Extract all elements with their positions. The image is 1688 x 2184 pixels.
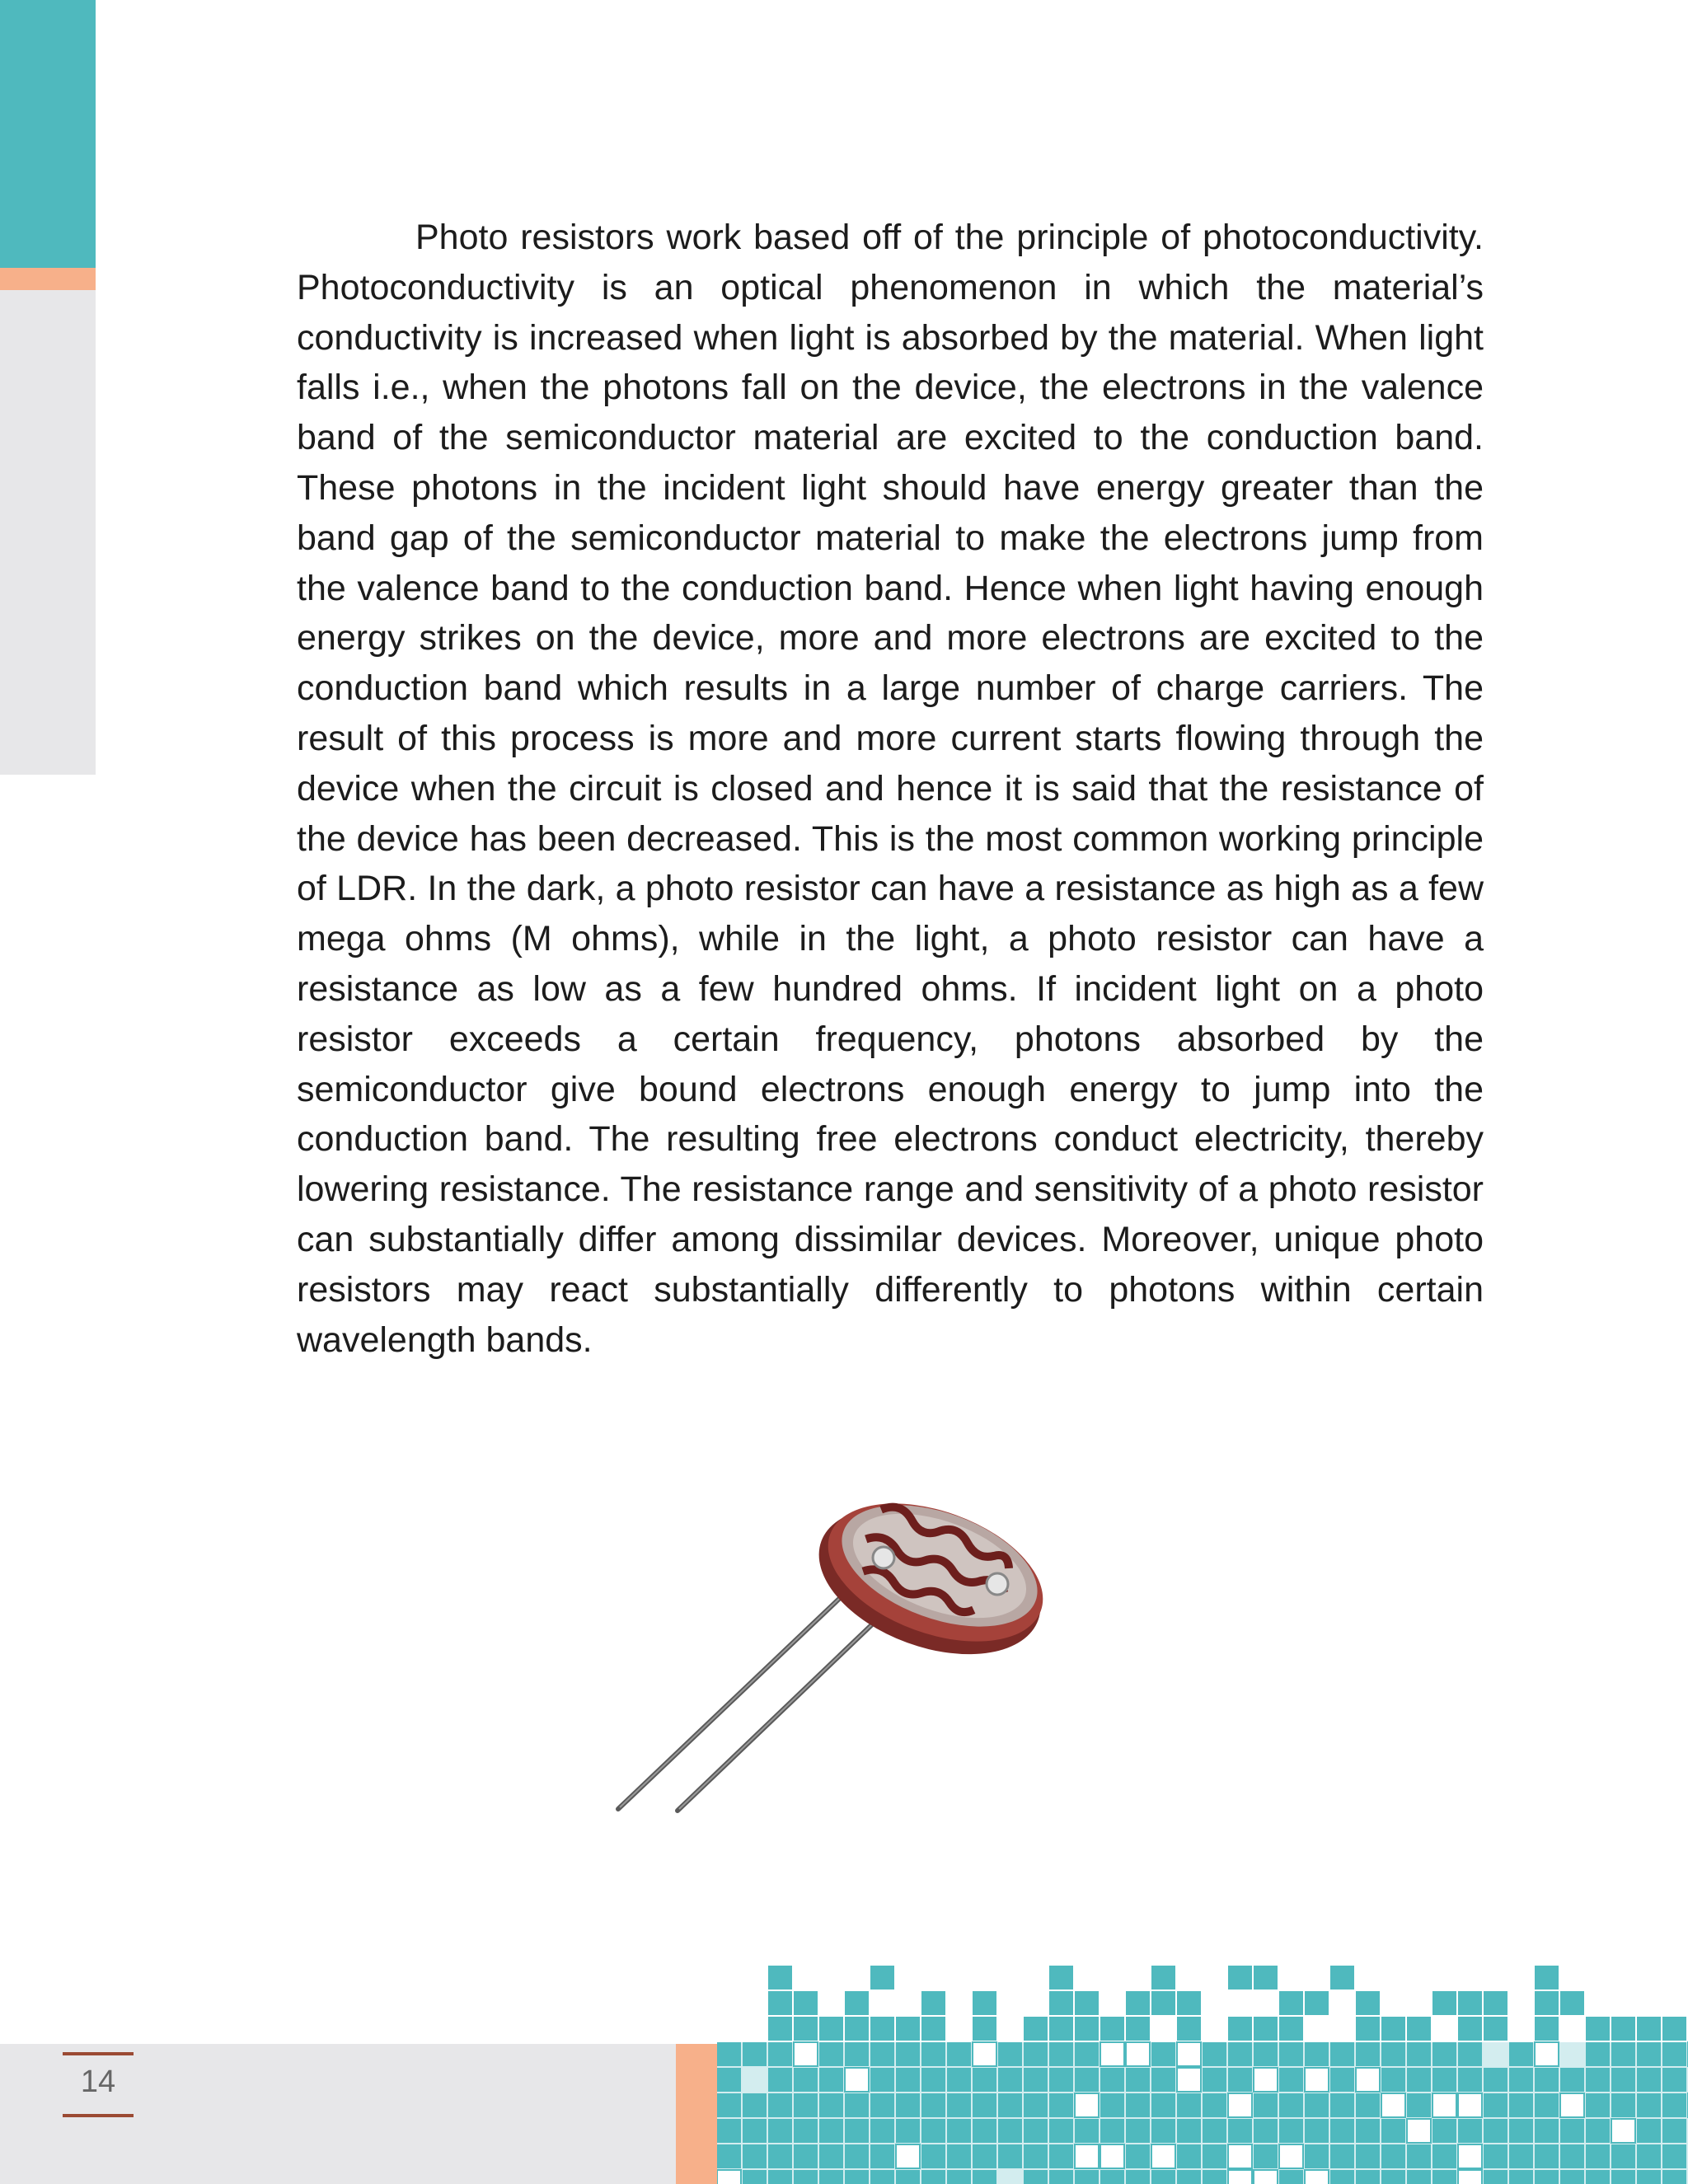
mosaic-tile (1432, 2119, 1456, 2143)
mosaic-tile (768, 2068, 792, 2092)
mosaic-tile (1611, 2042, 1635, 2066)
mosaic-tile (1024, 2068, 1048, 2092)
mosaic-tile (921, 1991, 945, 2015)
mosaic-tile (1458, 2068, 1482, 2092)
mosaic-tile (1330, 2093, 1354, 2117)
mosaic-tile (1381, 2093, 1405, 2117)
mosaic-tile (870, 2068, 894, 2092)
mosaic-tile (973, 1991, 996, 2015)
mosaic-tile (1151, 2119, 1175, 2143)
mosaic-tile (845, 2068, 869, 2092)
mosaic-tile (1586, 2093, 1610, 2117)
mosaic-tile (1407, 2144, 1431, 2168)
pixel-mosaic-decoration (717, 1966, 1688, 2184)
mosaic-tile (1254, 2093, 1278, 2117)
mosaic-tile (1381, 2170, 1405, 2184)
mosaic-tile (743, 2119, 767, 2143)
mosaic-tile (1509, 2068, 1533, 2092)
mosaic-tile (1611, 2170, 1635, 2184)
mosaic-tile (1203, 2119, 1226, 2143)
mosaic-tile (1637, 2119, 1661, 2143)
mosaic-tile (1586, 2017, 1610, 2041)
mosaic-tile (1535, 2042, 1559, 2066)
mosaic-tile (1075, 2068, 1099, 2092)
mosaic-tile (1611, 2017, 1635, 2041)
mosaic-tile (1228, 2042, 1252, 2066)
mosaic-tile (973, 2119, 996, 2143)
mosaic-tile (1560, 2093, 1584, 2117)
mosaic-tile (1560, 2144, 1584, 2168)
mosaic-tile (1509, 2144, 1533, 2168)
mosaic-tile (1330, 2042, 1354, 2066)
mosaic-tile (819, 2042, 843, 2066)
mosaic-tile (1100, 2093, 1124, 2117)
mosaic-tile (1305, 2093, 1329, 2117)
mosaic-tile (896, 2042, 920, 2066)
mosaic-tile (1151, 2068, 1175, 2092)
mosaic-tile (845, 1991, 869, 2015)
mosaic-tile (1228, 2068, 1252, 2092)
mosaic-tile (1662, 2093, 1686, 2117)
mosaic-tile (1279, 2042, 1303, 2066)
mosaic-tile (1330, 2144, 1354, 2168)
mosaic-tile (1407, 2170, 1431, 2184)
page-number-top-rule (63, 2052, 134, 2055)
mosaic-tile (1254, 2119, 1278, 2143)
mosaic-tile (1458, 2093, 1482, 2117)
mosaic-tile (921, 2119, 945, 2143)
mosaic-tile (1432, 2144, 1456, 2168)
mosaic-tile (1177, 2042, 1201, 2066)
mosaic-tile (1356, 2068, 1380, 2092)
mosaic-tile (1177, 2119, 1201, 2143)
mosaic-tile (1611, 2144, 1635, 2168)
mosaic-tile (1049, 1966, 1073, 1990)
mosaic-tile (717, 2068, 741, 2092)
mosaic-tile (1024, 2017, 1048, 2041)
mosaic-tile (1049, 2068, 1073, 2092)
mosaic-tile (1330, 2068, 1354, 2092)
mosaic-tile (998, 2144, 1022, 2168)
mosaic-tile (1662, 2042, 1686, 2066)
mosaic-tile (768, 2017, 792, 2041)
mosaic-tile (1535, 2068, 1559, 2092)
mosaic-tile (1049, 2144, 1073, 2168)
mosaic-tile (973, 2068, 996, 2092)
mosaic-tile (743, 2093, 767, 2117)
mosaic-tile (1484, 2068, 1507, 2092)
mosaic-tile (1407, 2093, 1431, 2117)
mosaic-tile (1049, 2170, 1073, 2184)
mosaic-tile (845, 2017, 869, 2041)
mosaic-tile (845, 2093, 869, 2117)
mosaic-tile (1535, 2017, 1559, 2041)
mosaic-tile (1279, 2170, 1303, 2184)
mosaic-tile (1228, 2119, 1252, 2143)
mosaic-tile (1279, 2017, 1303, 2041)
mosaic-tile (1509, 2119, 1533, 2143)
mosaic-tile (1381, 2144, 1405, 2168)
mosaic-tile (1279, 2093, 1303, 2117)
mosaic-tile (1024, 2042, 1048, 2066)
mosaic-tile (921, 2170, 945, 2184)
mosaic-tile (921, 2144, 945, 2168)
mosaic-tile (896, 2170, 920, 2184)
mosaic-tile (896, 2144, 920, 2168)
mosaic-tile (1305, 2119, 1329, 2143)
mosaic-tile (1177, 2144, 1201, 2168)
mosaic-tile (896, 2017, 920, 2041)
mosaic-tile (998, 2068, 1022, 2092)
mosaic-tile (1126, 2144, 1150, 2168)
mosaic-tile (1458, 2017, 1482, 2041)
mosaic-tile (1356, 1991, 1380, 2015)
page-number: 14 (80, 2064, 116, 2099)
mosaic-tile (1381, 2042, 1405, 2066)
mosaic-tile (1407, 2068, 1431, 2092)
footer-peach-band (676, 2044, 717, 2184)
mosaic-tile (1662, 2170, 1686, 2184)
mosaic-tile (870, 2017, 894, 2041)
gray-side-panel (0, 290, 96, 775)
mosaic-tile (1279, 2068, 1303, 2092)
mosaic-tile (1305, 1991, 1329, 2015)
mosaic-tile (947, 2093, 971, 2117)
mosaic-tile (1381, 2119, 1405, 2143)
mosaic-tile (1356, 2144, 1380, 2168)
mosaic-tile (1509, 2042, 1533, 2066)
mosaic-tile (973, 2042, 996, 2066)
mosaic-tile (1586, 2170, 1610, 2184)
mosaic-tile (1484, 2119, 1507, 2143)
mosaic-tile (1637, 2170, 1661, 2184)
mosaic-tile (1407, 2042, 1431, 2066)
mosaic-tile (1509, 2093, 1533, 2117)
mosaic-tile (1203, 2170, 1226, 2184)
mosaic-tile (1458, 2170, 1482, 2184)
mosaic-tile (1100, 2144, 1124, 2168)
mosaic-tile (1458, 2042, 1482, 2066)
mosaic-tile (1381, 2017, 1405, 2041)
mosaic-tile (1458, 2119, 1482, 2143)
mosaic-tile (1049, 2119, 1073, 2143)
mosaic-tile (973, 2017, 996, 2041)
mosaic-tile (1637, 2017, 1661, 2041)
mosaic-tile (1228, 1966, 1252, 1990)
mosaic-tile (1560, 2170, 1584, 2184)
mosaic-tile (921, 2068, 945, 2092)
mosaic-tile (794, 2170, 818, 2184)
mosaic-tile (1177, 2068, 1201, 2092)
page-number-bottom-rule (63, 2114, 134, 2117)
mosaic-tile (1177, 2017, 1201, 2041)
mosaic-tile (1075, 2144, 1099, 2168)
mosaic-tile (717, 2144, 741, 2168)
mosaic-tile (1509, 2170, 1533, 2184)
mosaic-tile (717, 2042, 741, 2066)
mosaic-tile (1151, 2144, 1175, 2168)
mosaic-tile (768, 2144, 792, 2168)
mosaic-tile (1254, 2170, 1278, 2184)
mosaic-tile (870, 2093, 894, 2117)
mosaic-tile (1228, 2093, 1252, 2117)
mosaic-tile (1662, 2144, 1686, 2168)
mosaic-tile (1484, 2144, 1507, 2168)
mosaic-tile (1535, 1966, 1559, 1990)
mosaic-tile (998, 2042, 1022, 2066)
mosaic-tile (768, 2170, 792, 2184)
mosaic-tile (1100, 2042, 1124, 2066)
mosaic-tile (1075, 2042, 1099, 2066)
mosaic-tile (1560, 1991, 1584, 2015)
mosaic-tile (845, 2119, 869, 2143)
mosaic-tile (973, 2144, 996, 2168)
mosaic-tile (845, 2144, 869, 2168)
mosaic-tile (743, 2042, 767, 2066)
mosaic-tile (1024, 2170, 1048, 2184)
mosaic-tile (768, 2093, 792, 2117)
mosaic-tile (768, 1966, 792, 1990)
mosaic-tile (1662, 2068, 1686, 2092)
mosaic-tile (1586, 2068, 1610, 2092)
mosaic-tile (794, 1991, 818, 2015)
mosaic-tile (1254, 1966, 1278, 1990)
mosaic-tile (947, 2042, 971, 2066)
mosaic-tile (1586, 2119, 1610, 2143)
mosaic-tile (1432, 1991, 1456, 2015)
mosaic-tile (1432, 2042, 1456, 2066)
mosaic-tile (1484, 2017, 1507, 2041)
mosaic-tile (1151, 1966, 1175, 1990)
mosaic-tile (1637, 2068, 1661, 2092)
mosaic-tile (1126, 1991, 1150, 2015)
mosaic-tile (1560, 2068, 1584, 2092)
mosaic-tile (1203, 2042, 1226, 2066)
mosaic-tile (1254, 2144, 1278, 2168)
photoresistor-illustration (495, 1483, 1071, 1813)
mosaic-tile (743, 2144, 767, 2168)
mosaic-tile (1611, 2119, 1635, 2143)
mosaic-tile (1330, 1966, 1354, 1990)
mosaic-tile (870, 1966, 894, 1990)
mosaic-tile (870, 2170, 894, 2184)
mosaic-tile (845, 2042, 869, 2066)
mosaic-tile (1279, 2144, 1303, 2168)
mosaic-tile (1637, 2042, 1661, 2066)
mosaic-tile (1151, 2170, 1175, 2184)
mosaic-tile (1484, 1991, 1507, 2015)
mosaic-tile (973, 2093, 996, 2117)
mosaic-tile (794, 2068, 818, 2092)
mosaic-tile (947, 2119, 971, 2143)
mosaic-tile (1075, 2093, 1099, 2117)
mosaic-tile (1254, 2017, 1278, 2041)
mosaic-tile (1356, 2119, 1380, 2143)
teal-corner-tab (0, 0, 96, 268)
mosaic-tile (1177, 2170, 1201, 2184)
mosaic-tile (1611, 2093, 1635, 2117)
mosaic-tile (973, 2170, 996, 2184)
mosaic-tile (1100, 2170, 1124, 2184)
mosaic-tile (1381, 2068, 1405, 2092)
mosaic-tile (1254, 2042, 1278, 2066)
mosaic-tile (947, 2068, 971, 2092)
mosaic-tile (1075, 1991, 1099, 2015)
mosaic-tile (1637, 2144, 1661, 2168)
mosaic-tile (1228, 2017, 1252, 2041)
mosaic-tile (768, 2119, 792, 2143)
mosaic-tile (1151, 1991, 1175, 2015)
mosaic-tile (1484, 2093, 1507, 2117)
mosaic-tile (998, 2119, 1022, 2143)
body-paragraph: Photo resistors work based off of the principle of photoconductivity. Photoconductivity is an optical phenomenon in which the material’s conductivity is increased when light is absorbed by the material. When light falls i.e., when the photons fall on the device, the electrons in the valence band of the semiconductor material are excited to the conduction band. These photons in the incident light should have energy greater than the band gap of the semiconductor material to make the electrons jump from the valence band to the conduction band. Hence when light having enough energy strikes on the device, more and more electrons are excited to the conduction band which results in a large number of charge carriers. The result of this process is more and more current starts flowing through the device when the circuit is closed and hence it is said that the resistance of the device has been decreased. This is the most common working principle of LDR. In the dark, a photo resistor can have a resistance as high as a few mega ohms (M ohms), while in the light, a photo resistor can have a resistance as low as a few hundred ohms. If incident light on a photo resistor exceeds a certain frequency, photons absorbed by the semiconductor give bound electrons enough energy to jump into the conduction band. The resulting free electrons conduct electricity, thereby lowering resistance. The resistance range and sensitivity of a photo resistor can substantially differ among dissimilar devices. Moreover, unique photo resistors may react substantially differently to photons within certain wavelength bands. (297, 218, 1484, 1360)
mosaic-tile (1279, 1991, 1303, 2015)
mosaic-tile (921, 2093, 945, 2117)
mosaic-tile (743, 2170, 767, 2184)
mosaic-tile (1126, 2093, 1150, 2117)
mosaic-tile (1535, 2093, 1559, 2117)
mosaic-tile (896, 2093, 920, 2117)
mosaic-tile (1228, 2170, 1252, 2184)
mosaic-tile (1662, 2119, 1686, 2143)
mosaic-tile (1177, 2093, 1201, 2117)
mosaic-tile (717, 2119, 741, 2143)
mosaic-tile (870, 2042, 894, 2066)
mosaic-tile (1024, 2093, 1048, 2117)
mosaic-tile (1407, 2017, 1431, 2041)
mosaic-tile (1586, 2144, 1610, 2168)
mosaic-tile (1024, 2144, 1048, 2168)
mosaic-tile (1126, 2017, 1150, 2041)
mosaic-tile (717, 2093, 741, 2117)
mosaic-tile (1024, 2119, 1048, 2143)
mosaic-tile (1203, 2068, 1226, 2092)
peach-accent-strip (0, 268, 96, 290)
mosaic-tile (1356, 2170, 1380, 2184)
mosaic-tile (1432, 2068, 1456, 2092)
mosaic-tile (896, 2068, 920, 2092)
mosaic-tile (1484, 2170, 1507, 2184)
mosaic-tile (794, 2017, 818, 2041)
mosaic-tile (1330, 2119, 1354, 2143)
mosaic-tile (1100, 2068, 1124, 2092)
mosaic-tile (870, 2144, 894, 2168)
mosaic-tile (1662, 2017, 1686, 2041)
mosaic-tile (1049, 1991, 1073, 2015)
mosaic-tile (819, 2144, 843, 2168)
mosaic-tile (1075, 2017, 1099, 2041)
mosaic-tile (1535, 2170, 1559, 2184)
mosaic-tile (794, 2042, 818, 2066)
mosaic-tile (1305, 2042, 1329, 2066)
mosaic-tile (1611, 2068, 1635, 2092)
mosaic-tile (1254, 2068, 1278, 2092)
mosaic-tile (1535, 2144, 1559, 2168)
mosaic-tile (819, 2068, 843, 2092)
mosaic-tile (1637, 2093, 1661, 2117)
mosaic-tile (1126, 2042, 1150, 2066)
mosaic-tile (947, 2170, 971, 2184)
mosaic-tile (1407, 2119, 1431, 2143)
mosaic-tile (1305, 2144, 1329, 2168)
mosaic-tile (1279, 2119, 1303, 2143)
mosaic-tile (1049, 2042, 1073, 2066)
mosaic-tile (1305, 2068, 1329, 2092)
mosaic-tile (1586, 2042, 1610, 2066)
mosaic-tile (896, 2119, 920, 2143)
mosaic-tile (1075, 2119, 1099, 2143)
mosaic-tile (794, 2093, 818, 2117)
mosaic-tile (921, 2042, 945, 2066)
mosaic-tile (1356, 2042, 1380, 2066)
mosaic-tile (1228, 2144, 1252, 2168)
mosaic-tile (1535, 1991, 1559, 2015)
mosaic-tile (1458, 2144, 1482, 2168)
mosaic-tile (998, 2093, 1022, 2117)
mosaic-tile (1151, 2093, 1175, 2117)
mosaic-tile (1432, 2093, 1456, 2117)
mosaic-tile (794, 2119, 818, 2143)
mosaic-tile (1305, 2170, 1329, 2184)
mosaic-tile (1126, 2119, 1150, 2143)
mosaic-tile (845, 2170, 869, 2184)
mosaic-tile (768, 1991, 792, 2015)
mosaic-tile (717, 2170, 741, 2184)
mosaic-tile (1100, 2017, 1124, 2041)
mosaic-tile (819, 2093, 843, 2117)
mosaic-tile (1356, 2017, 1380, 2041)
mosaic-tile (1177, 1991, 1201, 2015)
mosaic-tile (1356, 2093, 1380, 2117)
mosaic-tile (819, 2170, 843, 2184)
mosaic-tile (921, 2017, 945, 2041)
mosaic-tile (819, 2119, 843, 2143)
mosaic-tile (1126, 2068, 1150, 2092)
mosaic-tile (1203, 2144, 1226, 2168)
mosaic-tile (1330, 2170, 1354, 2184)
mosaic-tile (1126, 2170, 1150, 2184)
mosaic-tile (1049, 2093, 1073, 2117)
mosaic-tile (1560, 2119, 1584, 2143)
mosaic-tile (870, 2119, 894, 2143)
mosaic-tile (1151, 2042, 1175, 2066)
mosaic-tile (1075, 2170, 1099, 2184)
mosaic-tile (1535, 2119, 1559, 2143)
mosaic-tile (819, 2017, 843, 2041)
mosaic-tile (1432, 2170, 1456, 2184)
mosaic-tile (768, 2042, 792, 2066)
mosaic-tile (794, 2144, 818, 2168)
mosaic-tile (1049, 2017, 1073, 2041)
mosaic-tile (1458, 1991, 1482, 2015)
mosaic-tile (1203, 2093, 1226, 2117)
mosaic-tile (947, 2144, 971, 2168)
mosaic-tile (1100, 2119, 1124, 2143)
